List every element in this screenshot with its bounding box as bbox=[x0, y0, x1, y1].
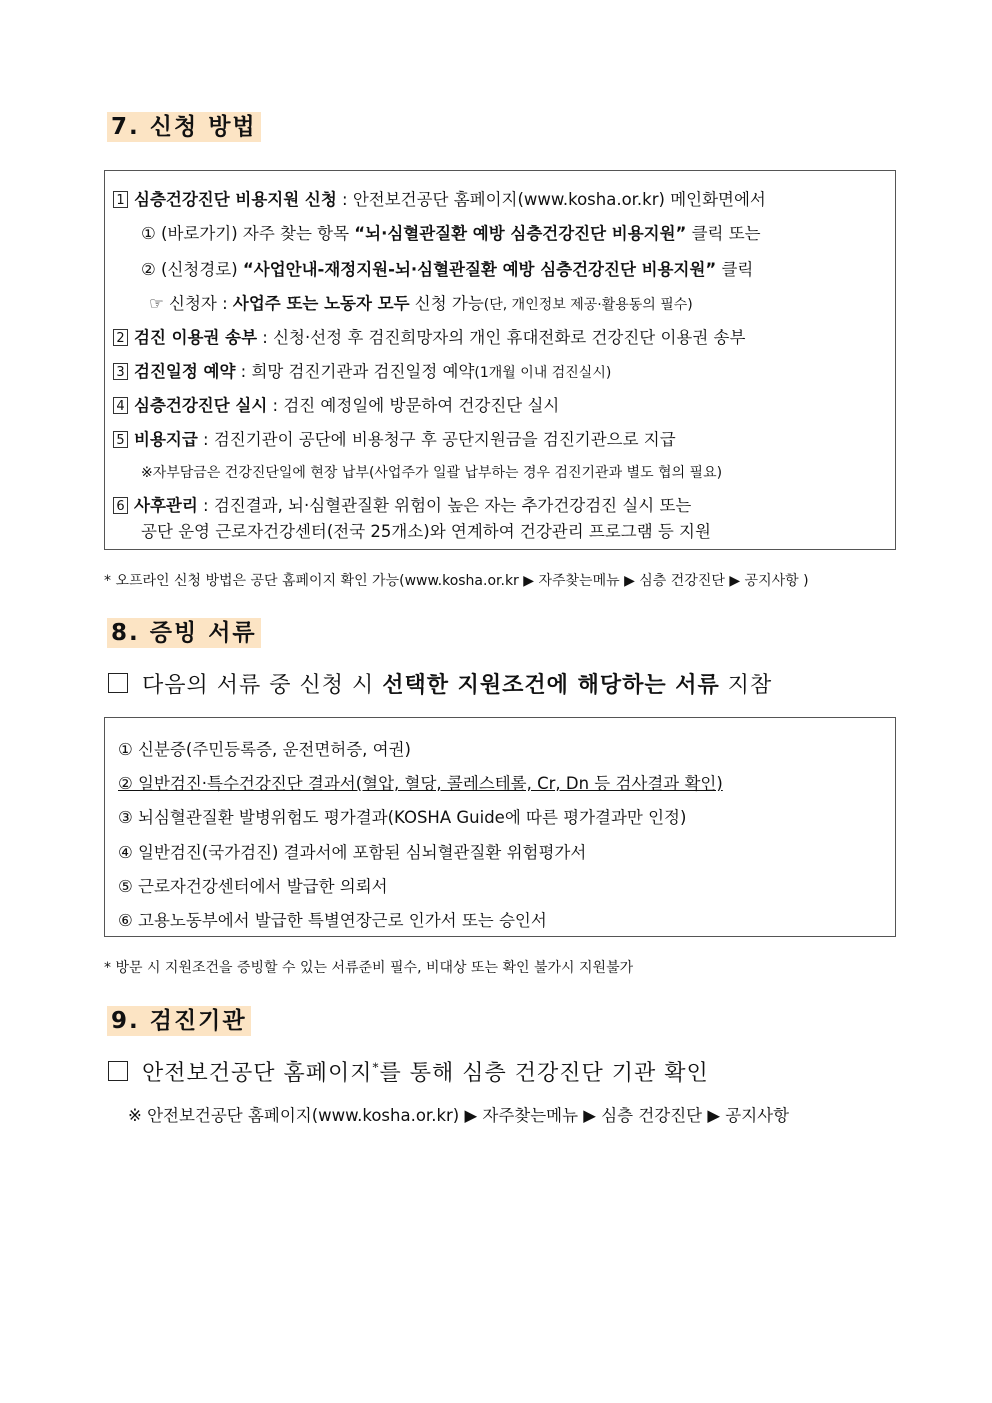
checkbox-square-icon bbox=[108, 673, 128, 693]
document-item: ① 신분증(주민등록증, 운전면허증, 여권) bbox=[118, 740, 411, 759]
document-item: ⑥ 고용노동부에서 발급한 특별연장근로 인가서 또는 승인서 bbox=[118, 911, 547, 930]
section-8-footnote: * 방문 시 지원조건을 증빙할 수 있는 서류준비 필수, 비대상 또는 확인 불가시 지원불가 bbox=[104, 960, 634, 976]
document-item: ⑤ 근로자건강센터에서 발급한 의뢰서 bbox=[118, 877, 388, 896]
checkbox-square-icon bbox=[108, 1061, 128, 1081]
section-7-title: 7. 신청 방법 bbox=[107, 112, 261, 142]
step-2: 2 검진 이용권 송부 : 신청·선정 후 검진희망자의 개인 휴대전화로 건강진단 이용권 송부 bbox=[113, 327, 745, 349]
application-steps-box bbox=[104, 170, 896, 550]
step-6-cont: 공단 운영 근로자건강센터(전국 25개소)와 연계하여 건강관리 프로그램 등 지원 bbox=[141, 522, 711, 541]
step-5: 5 비용지급 : 검진기관이 공단에 비용청구 후 공단지원금을 검진기관으로 지급 bbox=[113, 429, 676, 451]
section-8-check-item: 다음의 서류 중 신청 시 선택한 지원조건에 해당하는 서류 지참 bbox=[108, 668, 772, 699]
document-item: ② 일반검진·특수건강진단 결과서(혈압, 혈당, 콜레스테롤, Cr, Dn 등 검사결과 확인) bbox=[118, 774, 723, 793]
section-9-title: 9. 검진기관 bbox=[107, 1006, 251, 1036]
step-1: 1 심층건강진단 비용지원 신청 : 안전보건공단 홈페이지(www.kosha.or.kr) 메인화면에서 bbox=[113, 189, 766, 211]
document-item: ④ 일반검진(국가검진) 결과서에 포함된 심뇌혈관질환 위험평가서 bbox=[118, 843, 587, 862]
step-5-note: ※자부담금은 건강진단일에 현장 납부(사업주가 일괄 납부하는 경우 검진기관과 별도 협의 필요) bbox=[141, 465, 723, 481]
step-1-route-2: ② (신청경로) “사업안내-재정지원-뇌·심혈관질환 예방 심층건강진단 비용지원” 클릭 bbox=[141, 260, 754, 279]
section-9-note: ※ 안전보건공단 홈페이지(www.kosha.or.kr) ▶ 자주찾는메뉴 ▶ 심층 건강진단 ▶ 공지사항 bbox=[128, 1106, 790, 1125]
step-4: 4 심층건강진단 실시 : 검진 예정일에 방문하여 건강진단 실시 bbox=[113, 395, 559, 417]
step-1-route-1: ① (바로가기) 자주 찾는 항목 “뇌·심혈관질환 예방 심층건강진단 비용지원” 클릭 또는 bbox=[141, 224, 761, 243]
step-1-applicant-note: ☞ 신청자 : 사업주 또는 노동자 모두 신청 가능(단, 개인정보 제공·활용동의 필수) bbox=[149, 294, 693, 313]
document-item: ③ 뇌심혈관질환 발병위험도 평가결과(KOSHA Guide에 따른 평가결과만 인정) bbox=[118, 808, 687, 827]
section-8-title: 8. 증빙 서류 bbox=[107, 618, 261, 648]
section-9-check-item: 안전보건공단 홈페이지*를 통해 심층 건강진단 기관 확인 bbox=[108, 1056, 709, 1087]
step-3: 3 검진일정 예약 : 희망 검진기관과 검진일정 예약(1개월 이내 검진실시) bbox=[113, 361, 611, 384]
section-7-footnote: * 오프라인 신청 방법은 공단 홈페이지 확인 가능(www.kosha.or.kr ▶ 자주찾는메뉴 ▶ 심층 건강진단 ▶ 공지사항 ) bbox=[104, 573, 809, 589]
step-6: 6 사후관리 : 검진결과, 뇌·심혈관질환 위험이 높은 자는 추가건강검진 실시 또는 bbox=[113, 495, 691, 517]
